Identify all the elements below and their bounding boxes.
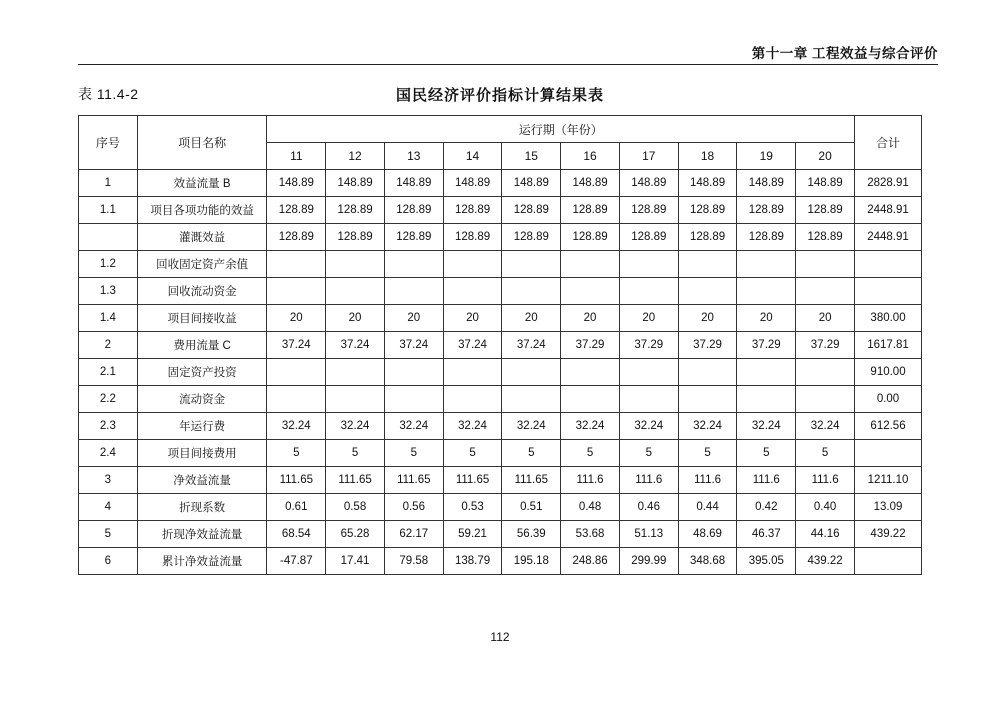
- row-total: [855, 548, 922, 575]
- row-value: 37.24: [502, 332, 561, 359]
- row-value: [561, 278, 620, 305]
- row-value: 32.24: [502, 413, 561, 440]
- table-row: [79, 413, 922, 440]
- row-value: [796, 386, 855, 413]
- row-value: 0.48: [561, 494, 620, 521]
- row-value: 37.29: [678, 332, 737, 359]
- row-value: 128.89: [561, 224, 620, 251]
- table-head: [79, 116, 922, 170]
- row-value: [384, 278, 443, 305]
- row-value: 32.24: [384, 413, 443, 440]
- row-value: 348.68: [678, 548, 737, 575]
- row-value: 148.89: [561, 170, 620, 197]
- row-total: 612.56: [855, 413, 922, 440]
- row-value: 65.28: [326, 521, 385, 548]
- row-value: [561, 251, 620, 278]
- row-value: 20: [737, 305, 796, 332]
- row-value: [443, 278, 502, 305]
- row-seq: 2.4: [79, 440, 138, 467]
- row-value: [796, 251, 855, 278]
- header-total: 合计: [855, 116, 922, 170]
- table-row: [79, 521, 922, 548]
- row-value: [502, 359, 561, 386]
- row-value: 128.89: [443, 197, 502, 224]
- row-value: 20: [619, 305, 678, 332]
- row-value: 148.89: [267, 170, 326, 197]
- row-value: 299.99: [619, 548, 678, 575]
- table-row: [79, 224, 922, 251]
- row-value: 37.29: [561, 332, 620, 359]
- row-value: [384, 386, 443, 413]
- row-value: 68.54: [267, 521, 326, 548]
- row-value: 128.89: [796, 224, 855, 251]
- row-value: [737, 278, 796, 305]
- row-total: 380.00: [855, 305, 922, 332]
- table-row: [79, 440, 922, 467]
- table-row: [79, 467, 922, 494]
- row-value: [443, 386, 502, 413]
- row-value: 32.24: [678, 413, 737, 440]
- row-value: 0.58: [326, 494, 385, 521]
- row-value: 37.24: [326, 332, 385, 359]
- row-value: 128.89: [384, 197, 443, 224]
- row-total: [855, 251, 922, 278]
- row-value: 128.89: [502, 197, 561, 224]
- row-seq: 6: [79, 548, 138, 575]
- row-value: 195.18: [502, 548, 561, 575]
- row-value: [326, 251, 385, 278]
- row-value: 148.89: [619, 170, 678, 197]
- row-value: 20: [326, 305, 385, 332]
- row-value: 148.89: [384, 170, 443, 197]
- header-year: 14: [443, 143, 502, 170]
- row-name: 年运行费: [137, 413, 267, 440]
- table-number: 表 11.4-2: [78, 86, 139, 102]
- row-value: 32.24: [443, 413, 502, 440]
- row-value: 5: [443, 440, 502, 467]
- row-value: 5: [796, 440, 855, 467]
- row-value: [502, 278, 561, 305]
- row-value: 5: [267, 440, 326, 467]
- row-value: 128.89: [619, 197, 678, 224]
- row-name: 灌溉效益: [137, 224, 267, 251]
- page-number: 112: [490, 630, 510, 644]
- row-name: 净效益流量: [137, 467, 267, 494]
- row-value: 128.89: [326, 197, 385, 224]
- row-value: 128.89: [443, 224, 502, 251]
- row-value: 37.29: [737, 332, 796, 359]
- row-value: 56.39: [502, 521, 561, 548]
- table-row: [79, 386, 922, 413]
- table-row: [79, 332, 922, 359]
- row-seq: 1.1: [79, 197, 138, 224]
- row-value: 0.40: [796, 494, 855, 521]
- row-value: 128.89: [326, 224, 385, 251]
- row-total: [855, 440, 922, 467]
- row-value: 5: [737, 440, 796, 467]
- row-value: [737, 386, 796, 413]
- row-seq: 2.2: [79, 386, 138, 413]
- table-row: [79, 494, 922, 521]
- row-value: [267, 359, 326, 386]
- row-value: 439.22: [796, 548, 855, 575]
- row-value: [502, 386, 561, 413]
- header-year: 11: [267, 143, 326, 170]
- table-row: [79, 359, 922, 386]
- table-row: [79, 548, 922, 575]
- row-seq: 3: [79, 467, 138, 494]
- row-value: 111.65: [502, 467, 561, 494]
- row-value: 37.24: [443, 332, 502, 359]
- row-value: 32.24: [326, 413, 385, 440]
- row-name: 固定资产投资: [137, 359, 267, 386]
- row-value: 5: [678, 440, 737, 467]
- row-name: 累计净效益流量: [137, 548, 267, 575]
- row-value: [796, 359, 855, 386]
- row-value: 148.89: [326, 170, 385, 197]
- row-value: [619, 359, 678, 386]
- row-value: [443, 359, 502, 386]
- row-value: 37.29: [796, 332, 855, 359]
- row-name: 回收固定资产余值: [137, 251, 267, 278]
- row-value: 111.6: [678, 467, 737, 494]
- row-value: 51.13: [619, 521, 678, 548]
- row-value: [502, 251, 561, 278]
- row-value: 48.69: [678, 521, 737, 548]
- row-value: 0.53: [443, 494, 502, 521]
- row-value: 37.29: [619, 332, 678, 359]
- row-value: 20: [796, 305, 855, 332]
- economic-evaluation-table: [78, 115, 922, 575]
- row-value: 62.17: [384, 521, 443, 548]
- table-header-row-1: [79, 116, 922, 143]
- row-total: 439.22: [855, 521, 922, 548]
- table-row: [79, 278, 922, 305]
- row-value: 53.68: [561, 521, 620, 548]
- row-value: [384, 251, 443, 278]
- row-value: 128.89: [737, 197, 796, 224]
- row-value: 37.24: [267, 332, 326, 359]
- row-name: 效益流量 B: [137, 170, 267, 197]
- row-value: 0.46: [619, 494, 678, 521]
- row-value: 128.89: [796, 197, 855, 224]
- row-seq: 2.1: [79, 359, 138, 386]
- row-value: 128.89: [737, 224, 796, 251]
- row-value: [561, 386, 620, 413]
- row-value: 111.6: [796, 467, 855, 494]
- row-value: 111.6: [619, 467, 678, 494]
- row-total: 910.00: [855, 359, 922, 386]
- table-row: [79, 251, 922, 278]
- row-value: 5: [561, 440, 620, 467]
- header-year: 17: [619, 143, 678, 170]
- table-row: [79, 197, 922, 224]
- row-value: 17.41: [326, 548, 385, 575]
- row-value: 5: [619, 440, 678, 467]
- header-year: 19: [737, 143, 796, 170]
- row-value: 138.79: [443, 548, 502, 575]
- row-value: 32.24: [796, 413, 855, 440]
- row-value: 128.89: [619, 224, 678, 251]
- table-body: [79, 170, 922, 575]
- header-group-years: 运行期（年份）: [267, 116, 855, 143]
- row-value: 0.51: [502, 494, 561, 521]
- row-value: 20: [384, 305, 443, 332]
- row-total: 0.00: [855, 386, 922, 413]
- row-value: 20: [678, 305, 737, 332]
- row-value: [267, 278, 326, 305]
- header-seq: 序号: [79, 116, 138, 170]
- row-value: 0.56: [384, 494, 443, 521]
- row-value: 128.89: [678, 224, 737, 251]
- row-value: 46.37: [737, 521, 796, 548]
- row-total: 2828.91: [855, 170, 922, 197]
- row-value: 20: [267, 305, 326, 332]
- row-seq: [79, 224, 138, 251]
- row-value: 32.24: [619, 413, 678, 440]
- row-value: [326, 386, 385, 413]
- row-value: 111.65: [443, 467, 502, 494]
- row-value: 148.89: [443, 170, 502, 197]
- row-total: 1617.81: [855, 332, 922, 359]
- row-seq: 1.4: [79, 305, 138, 332]
- header-year: 12: [326, 143, 385, 170]
- table-row: [79, 170, 922, 197]
- row-value: 111.65: [384, 467, 443, 494]
- row-value: 20: [561, 305, 620, 332]
- row-value: [443, 251, 502, 278]
- row-value: 148.89: [796, 170, 855, 197]
- row-total: 2448.91: [855, 224, 922, 251]
- row-value: 5: [502, 440, 561, 467]
- row-value: [326, 278, 385, 305]
- row-seq: 1: [79, 170, 138, 197]
- row-value: 111.65: [326, 467, 385, 494]
- row-value: [737, 359, 796, 386]
- row-value: [678, 278, 737, 305]
- row-value: 20: [443, 305, 502, 332]
- row-value: [678, 386, 737, 413]
- row-value: [267, 251, 326, 278]
- row-name: 折现净效益流量: [137, 521, 267, 548]
- row-value: 128.89: [384, 224, 443, 251]
- table-row: [79, 305, 922, 332]
- row-value: [267, 386, 326, 413]
- row-value: 128.89: [561, 197, 620, 224]
- row-value: 32.24: [737, 413, 796, 440]
- row-value: 79.58: [384, 548, 443, 575]
- row-value: 248.86: [561, 548, 620, 575]
- row-value: [737, 251, 796, 278]
- row-value: 32.24: [561, 413, 620, 440]
- row-total: [855, 278, 922, 305]
- row-value: 128.89: [502, 224, 561, 251]
- page-header-title: 第十一章 工程效益与综合评价: [751, 46, 938, 61]
- row-value: [326, 359, 385, 386]
- row-seq: 2: [79, 332, 138, 359]
- row-value: 148.89: [502, 170, 561, 197]
- row-value: 5: [384, 440, 443, 467]
- header-year: 15: [502, 143, 561, 170]
- row-name: 费用流量 C: [137, 332, 267, 359]
- row-seq: 1.3: [79, 278, 138, 305]
- row-value: 128.89: [267, 224, 326, 251]
- row-value: [678, 251, 737, 278]
- row-name: 回收流动资金: [137, 278, 267, 305]
- row-name: 折现系数: [137, 494, 267, 521]
- row-value: 395.05: [737, 548, 796, 575]
- row-value: [619, 251, 678, 278]
- row-total: 13.09: [855, 494, 922, 521]
- row-name: 项目间接费用: [137, 440, 267, 467]
- row-name: 项目间接收益: [137, 305, 267, 332]
- table-title: 国民经济评价指标计算结果表: [395, 87, 604, 104]
- row-value: 128.89: [267, 197, 326, 224]
- row-value: 111.65: [267, 467, 326, 494]
- row-total: 1211.10: [855, 467, 922, 494]
- row-value: [561, 359, 620, 386]
- row-value: [678, 359, 737, 386]
- row-value: 5: [326, 440, 385, 467]
- row-value: 0.42: [737, 494, 796, 521]
- row-value: 148.89: [737, 170, 796, 197]
- row-value: 128.89: [678, 197, 737, 224]
- header-year: 16: [561, 143, 620, 170]
- header-year: 18: [678, 143, 737, 170]
- header-year: 13: [384, 143, 443, 170]
- row-value: [619, 278, 678, 305]
- row-seq: 4: [79, 494, 138, 521]
- row-value: 59.21: [443, 521, 502, 548]
- row-value: [619, 386, 678, 413]
- row-value: 0.61: [267, 494, 326, 521]
- row-value: 148.89: [678, 170, 737, 197]
- header-divider: [78, 64, 938, 65]
- row-seq: 1.2: [79, 251, 138, 278]
- row-value: 111.6: [561, 467, 620, 494]
- row-value: 111.6: [737, 467, 796, 494]
- row-value: 37.24: [384, 332, 443, 359]
- row-value: -47.87: [267, 548, 326, 575]
- header-name: 项目名称: [137, 116, 267, 170]
- row-name: 流动资金: [137, 386, 267, 413]
- row-value: 32.24: [267, 413, 326, 440]
- row-total: 2448.91: [855, 197, 922, 224]
- row-value: 44.16: [796, 521, 855, 548]
- row-seq: 2.3: [79, 413, 138, 440]
- table-caption: [78, 84, 922, 106]
- row-name: 项目各项功能的效益: [137, 197, 267, 224]
- header-year: 20: [796, 143, 855, 170]
- row-value: 20: [502, 305, 561, 332]
- row-value: [384, 359, 443, 386]
- row-value: 0.44: [678, 494, 737, 521]
- row-value: [796, 278, 855, 305]
- row-seq: 5: [79, 521, 138, 548]
